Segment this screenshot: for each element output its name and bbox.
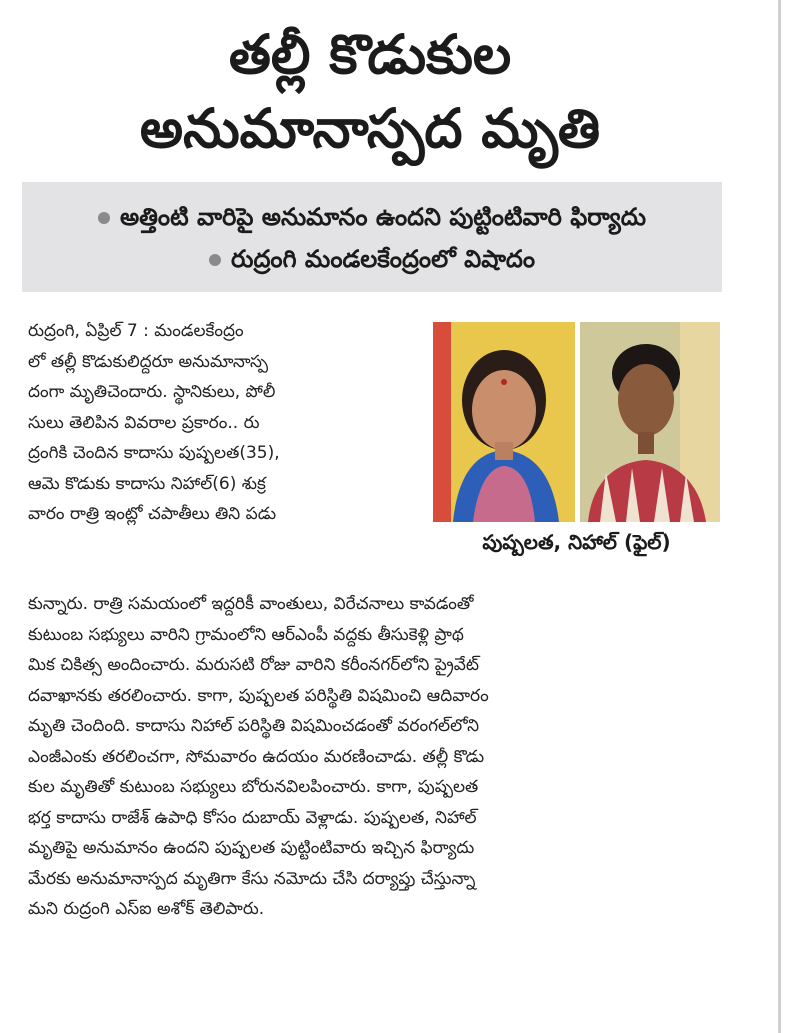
column-divider xyxy=(778,0,781,1033)
bullet-icon xyxy=(209,254,221,266)
body-line: సులు తెలిపిన వివరాల ప్రకారం.. రు xyxy=(28,412,260,433)
body-line: దవాఖానకు తరలించారు. కాగా, పుష్పలత పరిస్థితి విషమించి ఆదివారం xyxy=(28,685,489,706)
photo-nihal xyxy=(580,322,720,522)
deck-text: అత్తింటి వారిపై అనుమానం ఉందని పుట్టింటివారి ఫిర్యాదు xyxy=(119,203,647,231)
body-line: కుల మృతితో కుటుంబ సభ్యులు బోరునవిలపించారు. కాగా, పుష్పలత xyxy=(28,777,479,797)
body-line: మని రుద్రంగి ఎస్ఐ అశోక్ తెలిపారు. xyxy=(28,899,265,919)
body-line: ఆమె కొడుకు కాదాసు నిహాల్(6) శుక్ర xyxy=(28,473,266,494)
body-line: భర్త కాదాసు రాజేశ్ ఉపాధి కోసం దుబాయ్ వెళ్లాడు. పుష్పలత, నిహాల్ xyxy=(28,807,477,828)
body-line: కుటుంబ సభ్యులు వారిని గ్రామంలోని ఆర్ఎంపీ వద్దకు తీసుకెళ్లి ప్రాథ xyxy=(28,624,464,645)
article-body-wide xyxy=(28,589,726,925)
photo-pushpalatha xyxy=(433,322,575,522)
body-line: మేరకు అనుమానాస్పద మృతిగా కేసు నమోదు చేసి దర్యాప్తు చేస్తున్నా xyxy=(28,868,476,889)
headline xyxy=(20,18,720,166)
body-line: ఎంజీఎంకు తరలించగా, సోమవారం ఉదయం మరణించాడు. తల్లీ కొడు xyxy=(28,746,485,767)
body-line: మిక చికిత్స అందించారు. మరుసటి రోజు వారిని కరీంనగర్‌లోని ప్రైవేట్ xyxy=(28,655,479,675)
deck-text: రుద్రంగి మండలకేంద్రంలో విషాదం xyxy=(230,245,536,273)
deck-box xyxy=(22,182,722,292)
deck-item xyxy=(22,242,722,276)
body-line: మృతి చెందింది. కాదాసు నిహాల్ పరిస్థితి విషమించడంతో వరంగల్‌లోని xyxy=(28,716,480,736)
body-line: రుద్రంగి, ఏప్రిల్ 7 : మండలకేంద్రం xyxy=(28,321,244,341)
body-line: కున్నారు. రాత్రి సమయంలో ఇద్దరికీ వాంతులు, విరేచనాలు కావడంతో xyxy=(28,594,474,614)
headline-line-1: తల్లీ కొడుకుల xyxy=(228,23,512,86)
headline-line-2: అనుమానాస్పద మృతి xyxy=(139,97,601,160)
deck-item xyxy=(22,200,722,234)
body-line: వారం రాత్రి ఇంట్లో చపాతీలు తిని పడు xyxy=(28,504,277,524)
article-body-narrow xyxy=(28,316,426,530)
body-line: దంగా మృతిచెందారు. స్థానికులు, పోలీ xyxy=(28,382,276,402)
body-line: మృతిపై అనుమానం ఉందని పుష్పలత పుట్టింటివారు ఇచ్చిన ఫిర్యాదు xyxy=(28,838,475,858)
body-line: లో తల్లీ కొడుకులిద్దరూ అనుమానాస్ప xyxy=(28,351,269,372)
portrait-woman-image xyxy=(433,322,575,522)
portrait-boy-image xyxy=(580,322,720,522)
bullet-icon xyxy=(98,212,110,224)
photo-caption: పుష్పలత, నిహాల్ (ఫైల్) xyxy=(482,530,671,554)
body-line: ద్రంగికి చెందిన కాదాసు పుష్పలత(35), xyxy=(28,443,280,463)
